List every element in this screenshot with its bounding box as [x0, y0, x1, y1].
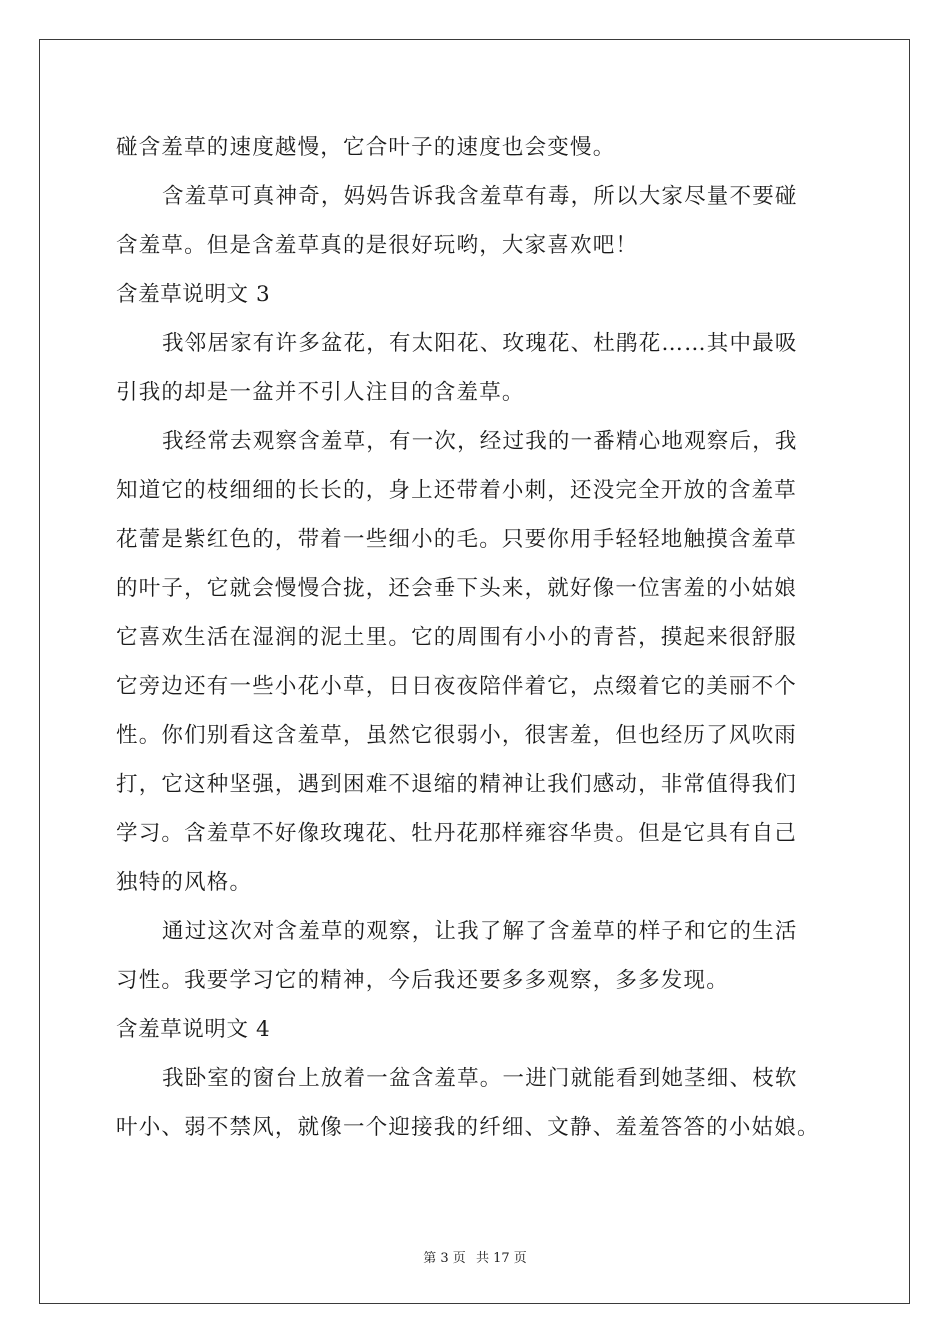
- body-line: 花蕾是紫红色的，带着一些细小的毛。只要你用手轻轻地触摸含羞草: [116, 527, 798, 552]
- body-line: 的叶子，它就会慢慢合拢，还会垂下头来，就好像一位害羞的小姑娘: [116, 576, 798, 601]
- document-body: [116, 128, 836, 1157]
- page-footer: [0, 1247, 950, 1266]
- body-line: 学习。含羞草不好像玫瑰花、牡丹花那样雍容华贵。但是它具有自己: [116, 821, 798, 846]
- body-line: 碰含羞草的速度越慢，它合叶子的速度也会变慢。: [116, 135, 616, 160]
- body-line: 打，它这种坚强，遇到困难不退缩的精神让我们感动，非常值得我们: [116, 772, 798, 797]
- paragraph-start-line: 我邻居家有许多盆花，有太阳花、玫瑰花、杜鹃花……其中最吸: [162, 331, 798, 356]
- paragraph-start-line: 我卧室的窗台上放着一盆含羞草。一进门就能看到她茎细、枝软: [162, 1066, 798, 1091]
- body-line: 引我的却是一盆并不引人注目的含羞草。: [116, 380, 525, 405]
- section-heading: 含羞草说明文 4: [116, 1017, 271, 1042]
- paragraph-start-line: 通过这次对含羞草的观察，让我了解了含羞草的样子和它的生活: [162, 919, 798, 944]
- body-line: 知道它的枝细细的长长的，身上还带着小刺，还没完全开放的含羞草: [116, 478, 798, 503]
- body-line: 含羞草。但是含羞草真的是很好玩哟，大家喜欢吧！: [116, 233, 639, 258]
- paragraph-start-line: 我经常去观察含羞草，有一次，经过我的一番精心地观察后，我: [162, 429, 798, 454]
- body-line: 独特的风格。: [116, 870, 253, 895]
- page-total: 共 17 页: [475, 1251, 527, 1266]
- section-heading: 含羞草说明文 3: [116, 282, 271, 307]
- body-line: 习性。我要学习它的精神，今后我还要多多观察，多多发现。: [116, 968, 729, 993]
- page-number: 第 3 页: [423, 1251, 466, 1266]
- body-line: 它喜欢生活在湿润的泥土里。它的周围有小小的青苔，摸起来很舒服: [116, 625, 798, 650]
- body-line: 叶小、弱不禁风，就像一个迎接我的纤细、文静、羞羞答答的小姑娘。: [116, 1115, 820, 1140]
- paragraph-start-line: 含羞草可真神奇，妈妈告诉我含羞草有毒，所以大家尽量不要碰: [162, 184, 798, 209]
- body-line: 它旁边还有一些小花小草，日日夜夜陪伴着它，点缀着它的美丽不个: [116, 674, 798, 699]
- body-line: 性。你们别看这含羞草，虽然它很弱小，很害羞，但也经历了风吹雨: [116, 723, 798, 748]
